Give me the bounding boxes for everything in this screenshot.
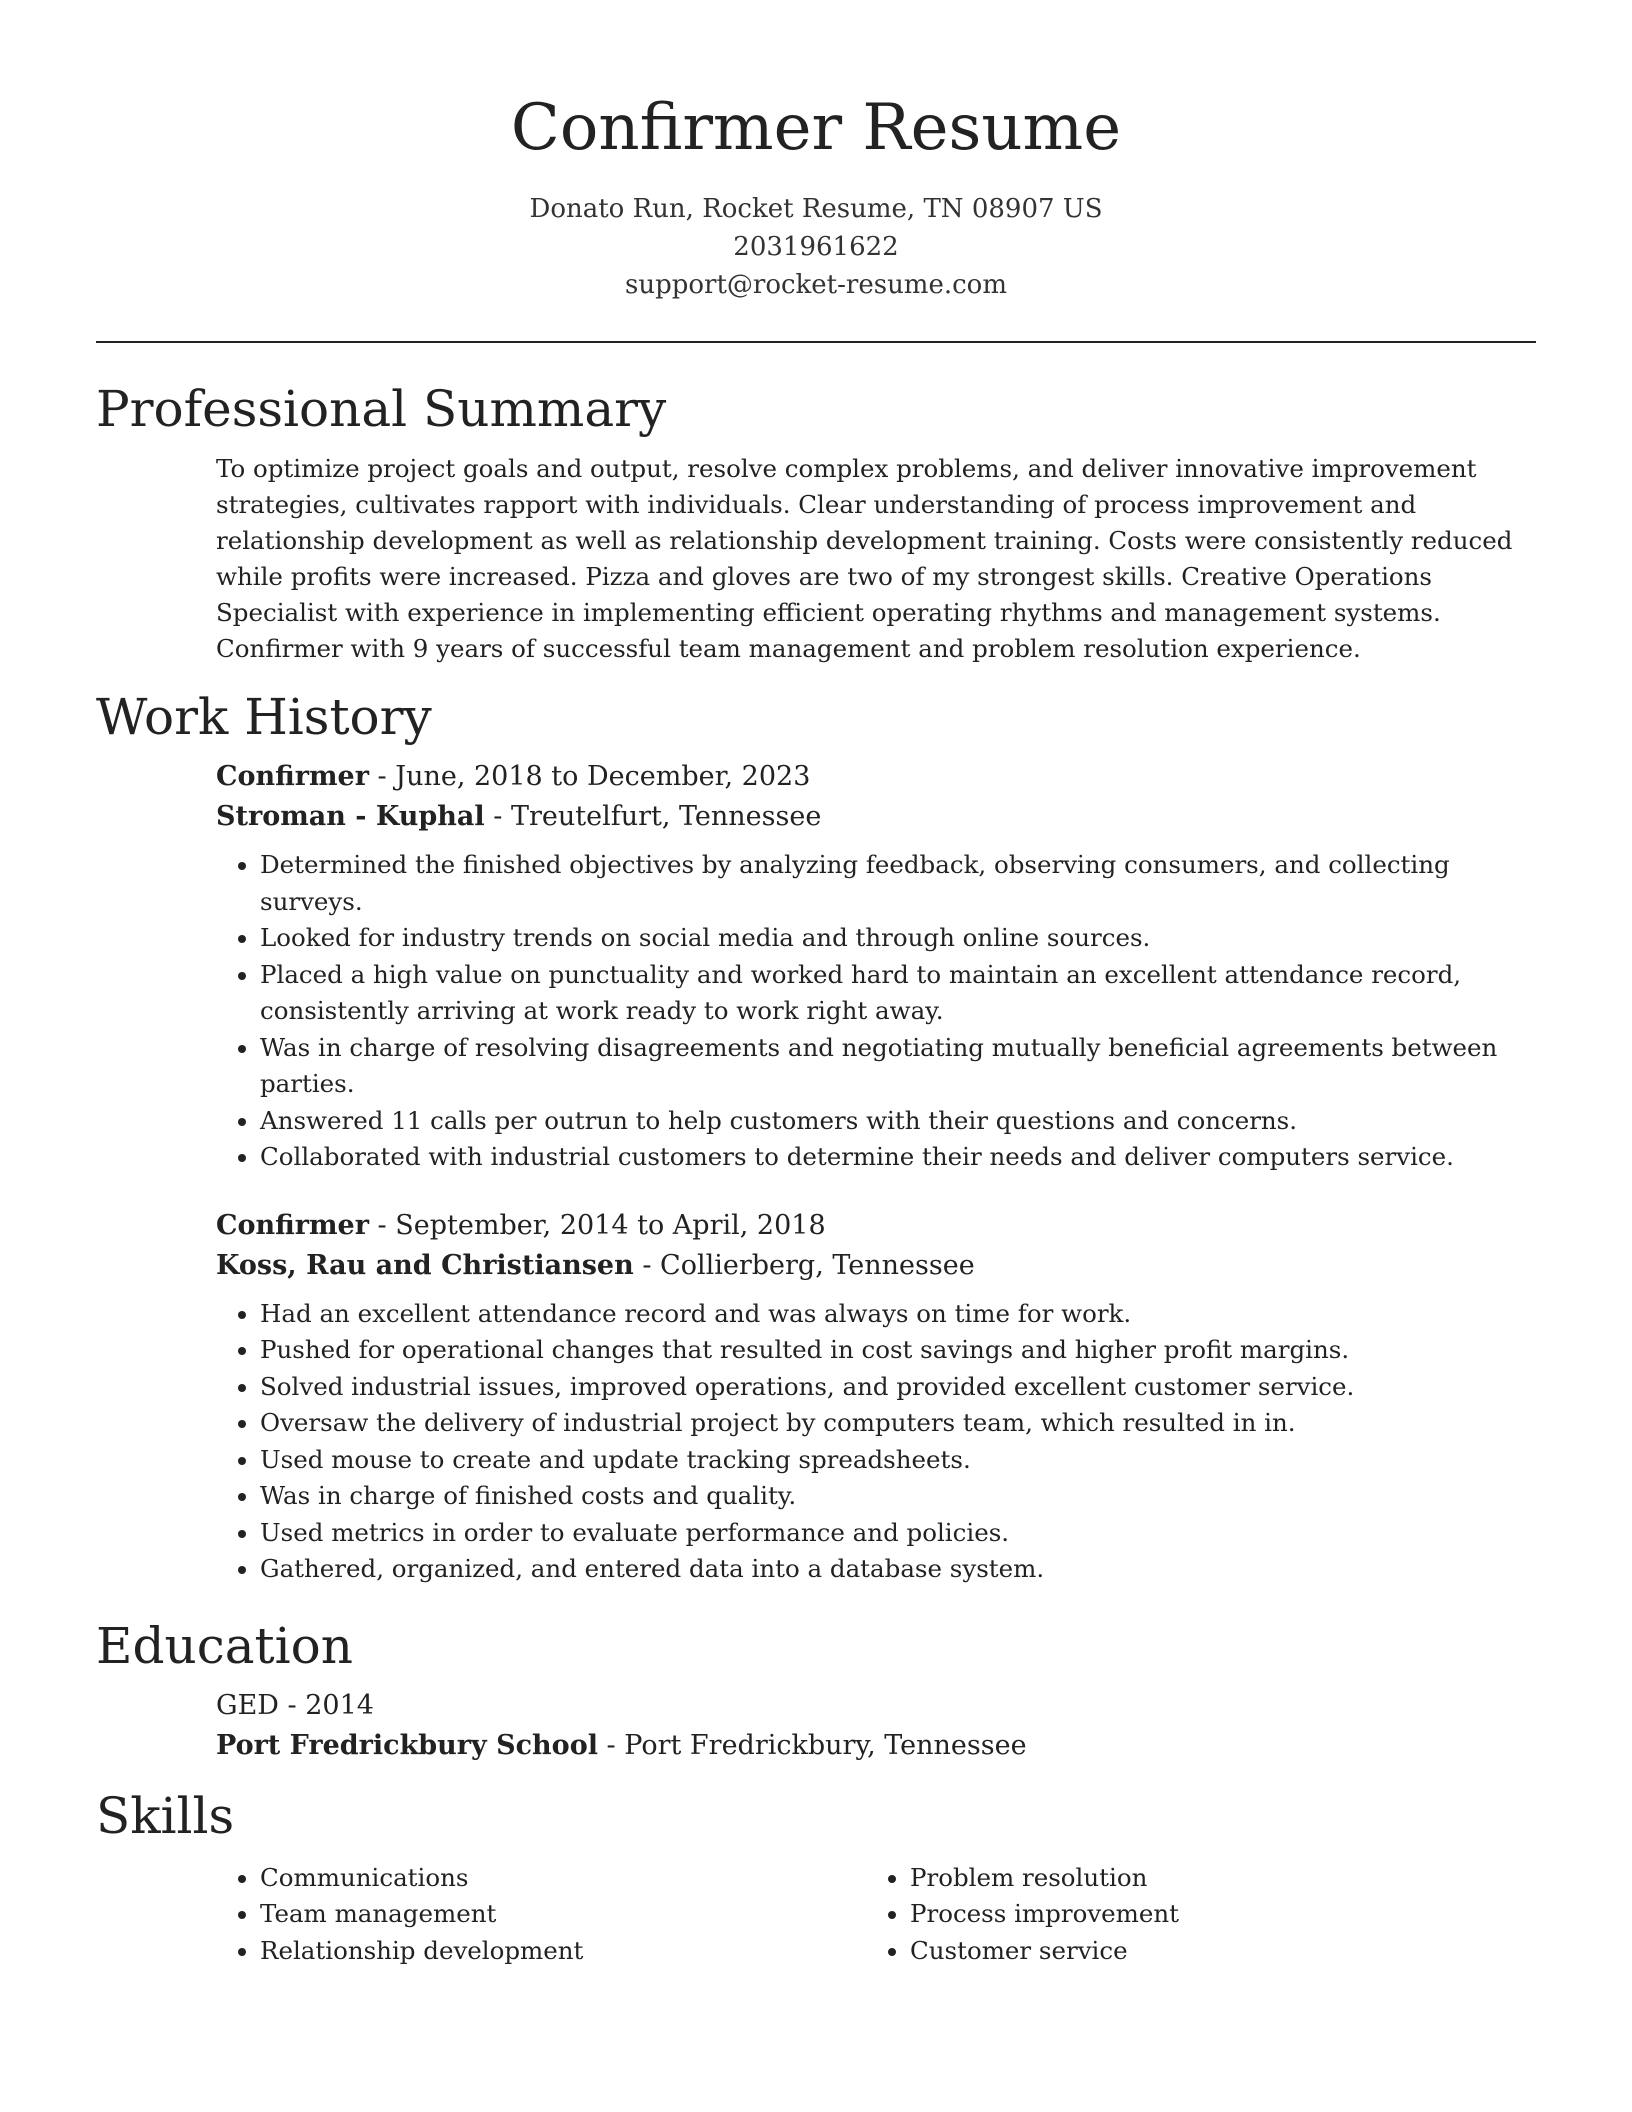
- job-company-line: [216, 797, 1536, 837]
- education-heading: Education: [96, 1616, 353, 1675]
- resume-title: Confirmer Resume: [510, 91, 1122, 165]
- contact-address: Donato Run, Rocket Resume, TN 08907 US: [529, 194, 1103, 224]
- education-section: [96, 1616, 1536, 1766]
- skills-bullets-left: [216, 1860, 866, 1970]
- job-bullets: [216, 847, 1536, 1176]
- education-location: - Port Fredrickbury, Tennessee: [597, 1729, 1027, 1761]
- skill-item: • Problem resolution: [910, 1860, 1516, 1897]
- skill-item: • Communications: [260, 1860, 866, 1897]
- resume-header: [96, 0, 1536, 304]
- skills-list: [216, 1860, 1536, 1970]
- job-bullet: • Determined the finished objectives by analyzing feedback, observing consumers, and collecting surveys.: [260, 847, 1536, 920]
- contact-info: [96, 190, 1536, 304]
- job-bullet: • Used metrics in order to evaluate performance and policies.: [260, 1515, 1536, 1552]
- job-company: Koss, Rau and Christiansen: [216, 1249, 634, 1281]
- job-bullet: • Was in charge of finished costs and quality.: [260, 1478, 1536, 1515]
- job-location: - Treutelfurt, Tennessee: [484, 801, 822, 832]
- job-bullet: • Collaborated with industrial customers to determine their needs and deliver computers service.: [260, 1139, 1536, 1176]
- job-title-line: [216, 1206, 1536, 1246]
- job-bullet: • Had an excellent attendance record and was always on time for work.: [260, 1296, 1536, 1333]
- job-bullet: • Solved industrial issues, improved operations, and provided excellent customer service.: [260, 1369, 1536, 1406]
- job-bullet: • Was in charge of resolving disagreements and negotiating mutually beneficial agreements between parties.: [260, 1030, 1536, 1103]
- skill-item: • Process improvement: [910, 1896, 1516, 1933]
- job-bullet: • Placed a high value on punctuality and worked hard to maintain an excellent attendance record, consistently arriving at work ready to work right away.: [260, 957, 1536, 1030]
- skills-heading: Skills: [96, 1786, 235, 1845]
- job-bullet: • Looked for industry trends on social media and through online sources.: [260, 920, 1536, 957]
- education-school-line: [216, 1726, 1536, 1766]
- summary-text: To optimize project goals and output, resolve complex problems, and deliver innovative improvement strategies, cultivates rapport with individuals. Clear understanding of process improvement and relationship development as well as relationship development training. Costs were consistently reduced while profits were increased. Pizza and gloves are two of my strongest skills. Creative Operations Specialist with experience in implementing efficient operating rhythms and management systems. Confirmer with 9 years of successful team management and problem resolution experience.: [216, 454, 1513, 663]
- skills-section: [96, 1786, 1536, 1970]
- job-title: Confirmer: [216, 761, 369, 792]
- job-dates: - September, 2014 to April, 2018: [368, 1209, 826, 1241]
- skills-column-right: [866, 1860, 1516, 1970]
- job-entry: [216, 1206, 1536, 1588]
- job-bullets: [216, 1296, 1536, 1588]
- education-degree-line: [216, 1686, 1536, 1726]
- summary-section: [96, 379, 1536, 667]
- job-bullet: • Oversaw the delivery of industrial project by computers team, which resulted in in.: [260, 1405, 1536, 1442]
- summary-heading: Professional Summary: [96, 380, 667, 438]
- job-location: - Collierberg, Tennessee: [633, 1249, 975, 1281]
- job-title: Confirmer: [216, 1209, 369, 1241]
- job-bullet: • Pushed for operational changes that resulted in cost savings and higher profit margins.: [260, 1332, 1536, 1369]
- job-bullet: • Used mouse to create and update tracking spreadsheets.: [260, 1442, 1536, 1479]
- education-degree: GED: [216, 1689, 279, 1721]
- job-dates: - June, 2018 to December, 2023: [368, 761, 811, 792]
- job-title-line: [216, 757, 1536, 797]
- job-entry: [216, 757, 1536, 1176]
- job-bullet: • Answered 11 calls per outrun to help customers with their questions and concerns.: [260, 1103, 1536, 1140]
- education-entry: [216, 1686, 1536, 1766]
- education-year: - 2014: [278, 1689, 374, 1721]
- skill-item: • Relationship development: [260, 1933, 866, 1970]
- job-bullet: • Gathered, organized, and entered data into a database system.: [260, 1551, 1536, 1588]
- header-divider: [96, 341, 1536, 343]
- skills-column-left: [216, 1860, 866, 1970]
- skills-bullets-right: [866, 1860, 1516, 1970]
- job-company: Stroman - Kuphal: [216, 801, 485, 832]
- work-history-heading: Work History: [96, 688, 432, 746]
- education-school: Port Fredrickbury School: [216, 1729, 598, 1761]
- contact-email: support@rocket-resume.com: [624, 270, 1007, 300]
- contact-phone: 2031961622: [733, 232, 899, 262]
- skill-item: • Customer service: [910, 1933, 1516, 1970]
- skill-item: • Team management: [260, 1896, 866, 1933]
- work-history-section: [96, 687, 1536, 1588]
- job-company-line: [216, 1246, 1536, 1286]
